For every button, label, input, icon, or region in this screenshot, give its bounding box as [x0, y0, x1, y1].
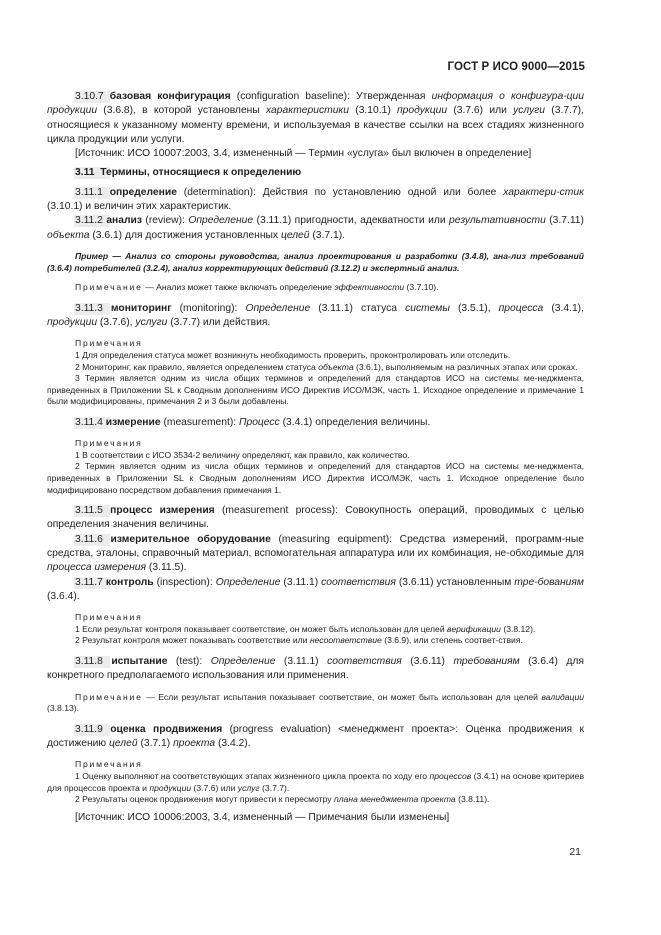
note-item: 2 Термин является одним из числа общих терминов и определений для стандартов ИСО на системы ме-неджмента, приведенных в Приложении SL к Сводным дополнениям ИСО Директив ИСО/МЭК, часть 1. Исходное определение было модифицировано посредством добавления примечания 1. — [47, 461, 584, 495]
term-3-11-7: 3.11.7 контроль (inspection): Определение (3.11.1) соответствия (3.6.11) установленным тре-бованиям (3.6.4). — [47, 576, 584, 605]
note-item: 1 Для определения статуса может возникнуть необходимость проверить, проконтролировать или отследить. — [75, 349, 511, 360]
term-3-11-2: 3.11.2 анализ (review): Определение (3.11.1) пригодности, адекватности или результативности (3.7.11) объекта (3.6.1) для достижения установленных целей (3.7.1). — [47, 214, 584, 243]
example-block: Пример — Анализ со стороны руководства, анализ проектирования и разработки (3.4.8), ана-лиз требований (3.6.4) потребителей (3.2.4), анализ корректирующих действий (3.12.2) и экспертный анализ. — [47, 250, 584, 273]
note-item: 2 Результат контроля может показывать соответствие или несоответствие (3.6.9), или степень соответ-ствия. — [75, 635, 523, 646]
note-item: 1 Если результат контроля показывает соответствие, он может быть использован для целей верификации (3.8.12). — [75, 623, 536, 634]
notes-label: Примечания — [75, 612, 143, 623]
note-item: 2 Мониторинг, как правило, является определением статуса объекта (3.6.1), выполняемым на различных этапах или сроках. — [75, 361, 578, 372]
standard-header: ГОСТ Р ИСО 9000—2015 — [447, 61, 585, 73]
term-3-11-9: 3.11.9 оценка продвижения (progress evaluation) <менеджмент проекта>: Оценка продвижения к достижению целей (3.7.1) проекта (3.4.2). — [47, 723, 584, 752]
term-title: базовая конфигурация — [109, 91, 231, 102]
page-content — [47, 90, 584, 825]
term-3-10-7: 3.10.7 базовая конфигурация (configuration baseline): Утвержденная информация о конфигура-ции продукции (3.6.8), в которой установлены характеристики (3.10.1) продукции (3.7.6) или услуги (3.7.7), относящиеся к указанному моменту времени, и используемая в качестве ссылки на всех стадиях жизненного цикла продукции или услуги. — [47, 90, 584, 147]
term-3-11-3: 3.11.3 мониторинг (monitoring): Определение (3.11.1) статуса системы (3.5.1), процесса (3.4.1), продукции (3.7.6), услуги (3.7.7) или действия. — [47, 302, 584, 331]
source-3-11-9: [Источник: ИСО 10006:2003, 3.4, измененный — Примечания были изменены] — [75, 811, 450, 823]
note-item: 1 В соответствии с ИСО 3534-2 величину определяют, как правило, как количество. — [75, 449, 410, 460]
notes-label: Примечания — [75, 338, 143, 349]
note-3-11-2: Примечание — Анализ может также включать определение эффективности (3.7.10). — [75, 282, 439, 293]
term-3-11-5: 3.11.5 процесс измерения (measurement process): Совокупность операций, проводимых с целью определения значения величины. — [47, 504, 584, 533]
term-3-11-4: 3.11.4 измерение (measurement): Процесс (3.4.1) определения величины. — [47, 416, 584, 430]
section-3-11: 3.11 Термины, относящиеся к определению — [47, 166, 584, 180]
notes-label: Примечания — [75, 759, 143, 770]
note-item: 1 Оценку выполняют на соответствующих этапах жизненного цикла проекта по ходу его процессов (3.4.1) на основе критериев для процессов проекта и продукции (3.7.6) или услуг (3.7.7). — [47, 771, 585, 793]
page-number: 21 — [569, 846, 581, 858]
term-3-11-1: 3.11.1 определение (determination): Действия по установлению одной или более характери-стик (3.10.1) и величин этих характеристик. — [47, 186, 584, 215]
notes-label: Примечания — [75, 438, 143, 449]
section-title: Термины, относящиеся к определению — [100, 167, 302, 179]
note-item: 3 Термин является одним из числа общих терминов и определений для стандартов ИСО на системы ме-неджмента, приведенных в Приложении SL к Сводным дополнениям ИСО Директив ИСО/МЭК, часть 1. Исходное определение и примечание 1 были модифицированы, примечания 2 и 3 были добавлены. — [47, 373, 584, 407]
term-3-11-6: 3.11.6 измерительное оборудование (measuring equipment): Средства измерений, программ-ные средства, эталоны, справочный материал, вспомогательная аппаратура или их комбинация, не-обходимые для процесса измерения (3.11.5). — [47, 533, 584, 576]
note-item: 2 Результаты оценок продвижения могут привести к пересмотру плана менеджмента проекта (3.8.11). — [75, 794, 490, 805]
source-3-10-7: [Источник: ИСО 10007:2003, 3.4, измененный — Термин «услуга» был включен в определение] — [75, 148, 532, 160]
term-3-11-8: 3.11.8 испытание (test): Определение (3.11.1) соответствия (3.6.11) требованиям (3.6.4) для конкретного предполагаемого использования или применения. — [47, 655, 584, 684]
note-3-11-8: Примечание — Если результат испытания показывает соответствие, он может быть использован для целей валидации (3.8.13). — [47, 691, 584, 714]
